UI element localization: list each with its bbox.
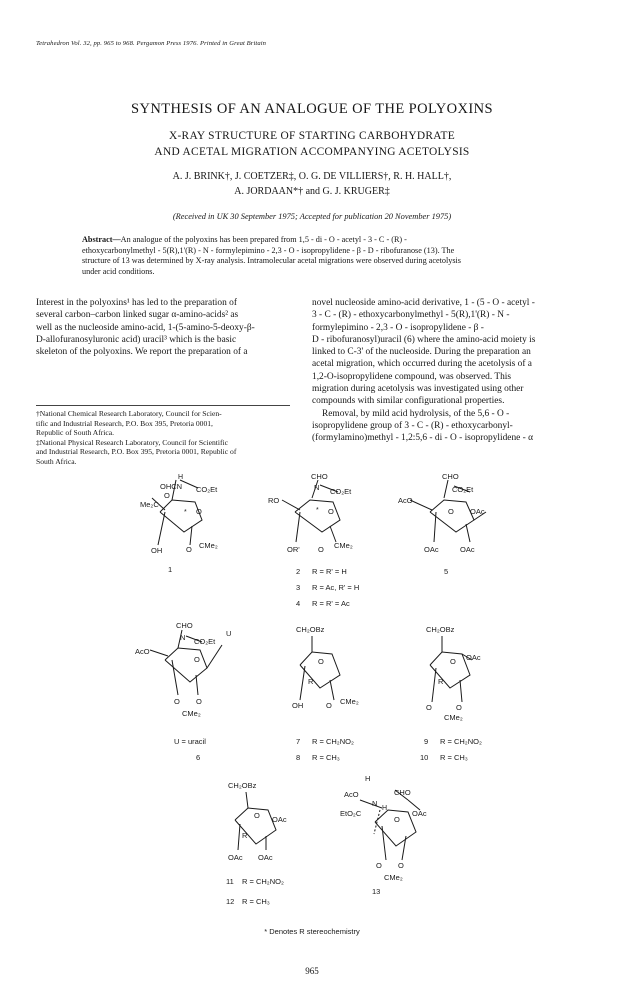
atom-label: O bbox=[186, 545, 192, 554]
authors-line-2: A. JORDAAN*† and G. J. KRUGER‡ bbox=[234, 186, 390, 197]
footnote-line: Republic of South Africa. bbox=[36, 428, 115, 438]
atom-label: N bbox=[180, 633, 186, 642]
compound-number-5: 5 bbox=[444, 567, 449, 576]
text-line: D-allofuranosyluronic acid) uracil³ which is the basic bbox=[36, 334, 237, 345]
compound-number-8: 8 bbox=[296, 753, 301, 762]
atom-label: * bbox=[184, 509, 187, 516]
atom-label: RO bbox=[268, 496, 280, 505]
atom-label: EtO₂C bbox=[340, 809, 362, 818]
atom-label: CHO bbox=[442, 472, 459, 481]
atom-label: AcO bbox=[135, 647, 150, 656]
atom-label: O bbox=[456, 703, 462, 712]
atom-label: O bbox=[318, 545, 324, 554]
atom-label: OAc bbox=[460, 545, 475, 554]
abstract-label: Abstract— bbox=[82, 235, 121, 244]
atom-label: O bbox=[398, 861, 404, 870]
footnote-line: tific and Industrial Research, P.O. Box 395, Pretoria 0001, bbox=[36, 418, 213, 428]
atom-label: O bbox=[448, 507, 454, 516]
compound-number-12: 12 bbox=[226, 897, 235, 906]
atom-label: CMe₂ bbox=[182, 709, 201, 718]
caption-12: R = CH₃ bbox=[242, 897, 270, 906]
text-line: well as the nucleoside amino-acid, 1-(5-amino-5-deoxy-β- bbox=[36, 322, 255, 333]
atom-label: O bbox=[174, 697, 180, 706]
footnote-line: and Industrial Research, P.O. Box 395, Pretoria 0001, Republic of bbox=[36, 447, 237, 457]
footnote-line: ‡National Physical Research Laboratory, Council for Scientific bbox=[36, 437, 229, 447]
atom-label: O bbox=[394, 815, 400, 824]
atom-label: CH₂OBz bbox=[228, 781, 257, 790]
abstract-line: under acid conditions. bbox=[82, 266, 155, 276]
atom-label: OR' bbox=[287, 545, 300, 554]
atom-label: CMe₂ bbox=[334, 541, 353, 550]
compound-number-3: 3 bbox=[296, 583, 301, 592]
atom-label: OAc bbox=[412, 809, 427, 818]
caption-10: R = CH₃ bbox=[440, 753, 468, 762]
atom-label: OAc bbox=[470, 507, 485, 516]
compound-number-13: 13 bbox=[372, 887, 381, 896]
atom-label: OH bbox=[292, 701, 304, 710]
compound-number-4: 4 bbox=[296, 599, 301, 608]
text-line: migration during acetolysis was investigated using other bbox=[312, 384, 524, 395]
atom-label: CHO bbox=[176, 621, 193, 630]
compound-number-6: 6 bbox=[196, 753, 201, 762]
caption-9: R = CH₂NO₂ bbox=[440, 737, 482, 746]
atom-label: O bbox=[196, 507, 202, 516]
atom-label: OAc bbox=[228, 853, 243, 862]
compound-number-10: 10 bbox=[420, 753, 429, 762]
atom-label: CH₂OBz bbox=[296, 625, 325, 634]
abstract-line: structure of 13 was determined by X-ray analysis. Intramolecular acetal migrations were observed during acetolysis bbox=[82, 256, 461, 266]
abstract-line: ethoxycarbonylmethyl - 5(R),1'(R) - N - formylepimino - 2,3 - O - isopropylidene - β - D - ribofuranose (13). The bbox=[82, 245, 455, 255]
compound-number-7: 7 bbox=[296, 737, 301, 746]
atom-label: O bbox=[326, 701, 332, 710]
caption-7: R = CH₂NO₂ bbox=[312, 737, 354, 746]
abstract-line: An analogue of the polyoxins has been prepared from 1,5 - di - O - acetyl - 3 - C - (R) - bbox=[120, 235, 407, 244]
received-dates: (Received in UK 30 September 1975; Accepted for publication 20 November 1975) bbox=[172, 212, 452, 221]
journal-header: Tetrahedron Vol. 32, pp. 965 to 968. Pergamon Press 1976. Printed in Great Britain bbox=[36, 40, 267, 47]
text-line: (formylamino)methyl - 1,2:5,6 - di - O - isopropylidene - α bbox=[312, 433, 534, 444]
atom-label: CO₂Et bbox=[196, 485, 218, 494]
atom-label: O bbox=[376, 861, 382, 870]
atom-label: O bbox=[164, 491, 170, 500]
structure-bonds bbox=[150, 480, 486, 860]
text-line: Interest in the polyoxins¹ has led to the preparation of bbox=[36, 298, 237, 308]
caption-11: R = CH₂NO₂ bbox=[242, 877, 284, 886]
caption-4: R = R' = Ac bbox=[312, 599, 350, 608]
text-line: isopropylidene group of 3 - C - (R) - ethoxycarbonyl- bbox=[312, 420, 513, 431]
atom-label: O bbox=[194, 655, 200, 664]
atom-label: O bbox=[450, 657, 456, 666]
text-line: 1,2-O-isopropylidene compound, was observed. This bbox=[312, 371, 512, 382]
atom-label: U bbox=[226, 629, 232, 638]
atom-label: CMe₂ bbox=[444, 713, 463, 722]
compound-number-1: 1 bbox=[168, 565, 173, 574]
paper-subtitle-line-2: AND ACETAL MIGRATION ACCOMPANYING ACETOLYSIS bbox=[154, 146, 470, 158]
text-line: linked to C-3' of the nucleoside. During the preparation an bbox=[312, 347, 531, 358]
atom-label: CHO bbox=[394, 788, 411, 797]
compound-number-2: 2 bbox=[296, 567, 301, 576]
atom-label: CMe₂ bbox=[199, 541, 218, 550]
atom-label: H bbox=[365, 774, 371, 783]
atom-label: CMe₂ bbox=[384, 873, 403, 882]
authors-line-1: A. J. BRINK†, J. COETZER‡, O. G. DE VILLIERS†, R. H. HALL†, bbox=[172, 171, 452, 182]
caption-2: R = R' = H bbox=[312, 567, 347, 576]
atom-label: AcO bbox=[398, 496, 413, 505]
atom-label: CO₂Et bbox=[452, 485, 474, 494]
atom-label: * bbox=[316, 507, 319, 514]
footnote-line: †National Chemical Research Laboratory, Council for Scien- bbox=[36, 409, 222, 418]
caption-3: R = Ac, R' = H bbox=[312, 583, 360, 592]
compound-number-11: 11 bbox=[226, 877, 234, 886]
text-line: compounds with similar configurational properties. bbox=[312, 396, 505, 407]
atom-label: O bbox=[426, 703, 432, 712]
paper-title: SYNTHESIS OF AN ANALOGUE OF THE POLYOXINS bbox=[131, 101, 493, 117]
text-line: formylepimino - 2,3 - O - isopropylidene - β - bbox=[312, 322, 484, 333]
atom-label: CO₂Et bbox=[194, 637, 216, 646]
text-line: D - ribofuranosyl)uracil (6) where the amino-acid moiety is bbox=[312, 334, 536, 345]
caption-8: R = CH₃ bbox=[312, 753, 340, 762]
atom-label: OAc bbox=[272, 815, 287, 824]
atom-label: CO₂Et bbox=[330, 487, 352, 496]
caption-u: U = uracil bbox=[174, 737, 206, 746]
text-line: Removal, by mild acid hydrolysis, of the 5,6 - O - bbox=[322, 408, 510, 419]
atom-label: OHCN bbox=[160, 482, 183, 491]
stereochemistry-note: * Denotes R stereochemistry bbox=[264, 927, 360, 936]
atom-label: CHO bbox=[311, 472, 328, 481]
atom-label: O bbox=[254, 811, 260, 820]
atom-label: OH bbox=[151, 546, 163, 555]
atom-label: OAc bbox=[424, 545, 439, 554]
atom-label: R bbox=[438, 677, 444, 686]
text-line: novel nucleoside amino-acid derivative, 1 - (5 - O - acetyl - bbox=[312, 298, 535, 308]
text-line: 3 - C - (R) - ethoxycarbonylmethyl - 5(R),1'(R) - N - bbox=[312, 310, 510, 321]
atom-label: Me₂C bbox=[140, 500, 159, 509]
paper-subtitle-line-1: X-RAY STRUCTURE OF STARTING CARBOHYDRATE bbox=[168, 130, 456, 142]
compound-number-9: 9 bbox=[424, 737, 429, 746]
atom-label: N bbox=[372, 799, 378, 808]
page-number: 965 bbox=[305, 966, 319, 976]
atom-label: OAc bbox=[258, 853, 273, 862]
atom-label: R bbox=[242, 831, 248, 840]
atom-label: N bbox=[314, 483, 320, 492]
text-line: skeleton of the polyoxins. We report the preparation of a bbox=[36, 347, 248, 358]
text-line: acetal migration, which occurred during the acetolysis of a bbox=[312, 359, 532, 370]
atom-label: H bbox=[178, 474, 184, 481]
atom-label: CMe₂ bbox=[340, 697, 359, 706]
footnote-line: South Africa. bbox=[36, 456, 77, 466]
atom-label: H bbox=[382, 805, 388, 812]
atom-label: AcO bbox=[344, 790, 359, 799]
atom-label: CH₂OBz bbox=[426, 625, 455, 634]
atom-label: O bbox=[328, 507, 334, 516]
text-line: several carbon–carbon linked sugar α-amino-acids² as bbox=[36, 310, 239, 321]
atom-label: R bbox=[308, 677, 314, 686]
atom-label: O bbox=[318, 657, 324, 666]
atom-label: OAc bbox=[466, 653, 481, 662]
atom-label: O bbox=[196, 697, 202, 706]
